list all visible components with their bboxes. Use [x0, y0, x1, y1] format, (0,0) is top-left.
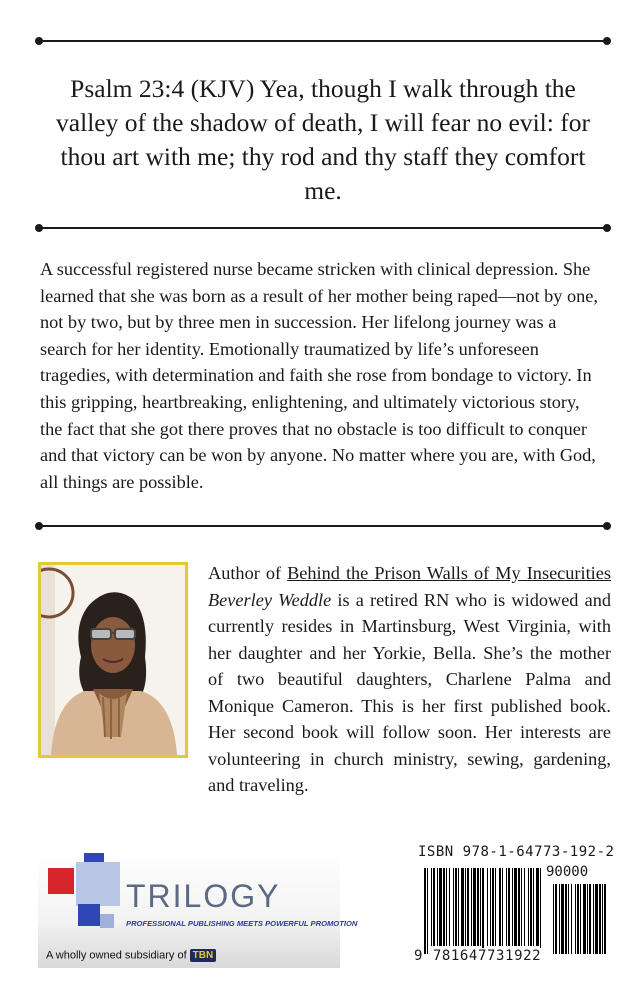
barcode-bar: [499, 868, 501, 946]
barcode-bar: [458, 868, 459, 946]
addon-bar: [587, 884, 588, 954]
book-title: Behind the Prison Walls of My Insecurities: [287, 563, 611, 583]
barcode-bar: [533, 868, 534, 946]
barcode-bar: [427, 868, 428, 954]
publisher-logo: [38, 848, 358, 968]
addon-bar: [575, 884, 576, 954]
logo-small-blue-square-icon: [78, 904, 100, 926]
barcode-bar: [465, 868, 466, 946]
middle-divider: [38, 227, 608, 229]
barcode-bar: [453, 868, 454, 946]
scripture-quote: Psalm 23:4 (KJV) Yea, though I walk through the valley of the shadow of death, I will fear no evil: for thou art with me; thy rod and thy staff they comfort me.: [56, 74, 590, 205]
author-portrait-illustration: [41, 565, 185, 755]
addon-bar: [602, 884, 603, 954]
barcode-bar: [514, 868, 517, 946]
barcode-bar: [467, 868, 469, 946]
lower-divider: [38, 525, 608, 527]
publisher-name: TRILOGY: [126, 878, 281, 914]
addon-bar: [595, 884, 598, 954]
barcode-bar: [455, 868, 457, 946]
addon-bar: [559, 884, 560, 954]
ean-first-digit: 9: [414, 948, 423, 964]
barcode-bar: [446, 868, 447, 946]
barcode-bar: [449, 868, 450, 946]
addon-bar: [580, 884, 581, 954]
addon-bar: [565, 884, 567, 954]
bio-lead: Author of: [208, 563, 288, 583]
addon-bar: [593, 884, 594, 954]
barcode-bar: [524, 868, 525, 946]
barcode-bar: [471, 868, 472, 946]
barcode-bar: [492, 868, 494, 946]
top-divider: [38, 40, 608, 42]
barcode-bar: [437, 868, 438, 946]
barcode-bar: [487, 868, 488, 946]
barcode-bar: [433, 868, 435, 946]
addon-bar: [553, 884, 554, 954]
subsidiary-text: A wholly owned subsidiary of: [46, 949, 187, 962]
addon-bar: [577, 884, 579, 954]
barcode-bar: [482, 868, 484, 954]
addon-bar: [571, 884, 572, 954]
barcode-bar: [473, 868, 476, 946]
addon-bar: [604, 884, 606, 954]
barcode-bar: [512, 868, 513, 946]
barcode-bar: [443, 868, 445, 946]
addon-bar: [583, 884, 586, 954]
barcode-bar: [502, 868, 503, 946]
bio-rest: is a retired RN who is widowed and currently resides in Martinsburg, West Virginia, with her daughter and her Yorkie, Bella. She’s the mother of two beautiful daughters, Charlene Palma and Monique Cameron. This is her first published book. Her second book will follow soon. Her interests are volunteering in church ministry, sewing, gardening, and traveling.: [208, 589, 612, 795]
barcode-bar: [480, 868, 481, 946]
logo-red-square-icon: [48, 868, 74, 894]
barcode-bar: [508, 868, 510, 946]
barcode-bar: [495, 868, 496, 946]
logo-light-square-icon: [76, 862, 120, 906]
tbn-logo: TBN: [190, 949, 217, 962]
author-bio: [208, 560, 611, 799]
barcode-bar: [431, 868, 432, 946]
barcode-bar: [536, 868, 539, 946]
barcode-bar: [506, 868, 507, 946]
barcode-bar: [540, 868, 541, 954]
publisher-tagline: PROFESSIONAL PUBLISHING MEETS POWERFUL PROMOTION: [126, 919, 358, 928]
addon-bar: [568, 884, 569, 954]
ean-digits: 781647731922: [428, 948, 546, 964]
barcode-bar: [461, 868, 464, 946]
addon-bar: [561, 884, 564, 954]
barcode-bar: [518, 868, 520, 946]
addon-bar: [599, 884, 601, 954]
author-photo: [38, 562, 188, 758]
barcode-bar: [528, 868, 529, 946]
isbn-label: ISBN 978-1-64773-192-2: [418, 844, 615, 860]
price-code: 90000: [546, 864, 589, 880]
logo-small-light-square-icon: [100, 914, 114, 928]
subsidiary-line: [46, 949, 216, 962]
barcode-bar: [439, 868, 442, 946]
author-name: Beverley Weddle: [208, 589, 332, 610]
addon-bar: [589, 884, 591, 954]
book-description: A successful registered nurse became stricken with clinical depression. She learned that she was born as a result of her mother being raped—not by one, not by two, but by three men in succession. Her lifelong journey was a search for her identity. Emotionally traumatized by life’s unforeseen tragedies, with determination and faith she rose from bondage to victory. In this gripping, heartbreaking, enlightening, and ultimately victorious story, the fact that she got there proves that no obstacle is too difficult to conquer and that victory can be won by anyone. No matter where you are, with God, all things are possible.: [40, 259, 598, 492]
barcode-bar: [477, 868, 479, 946]
barcode-bar: [521, 868, 522, 946]
barcode-bar: [490, 868, 491, 946]
barcode-bar: [530, 868, 532, 946]
barcode-bar: [424, 868, 426, 954]
addon-bar: [555, 884, 557, 954]
